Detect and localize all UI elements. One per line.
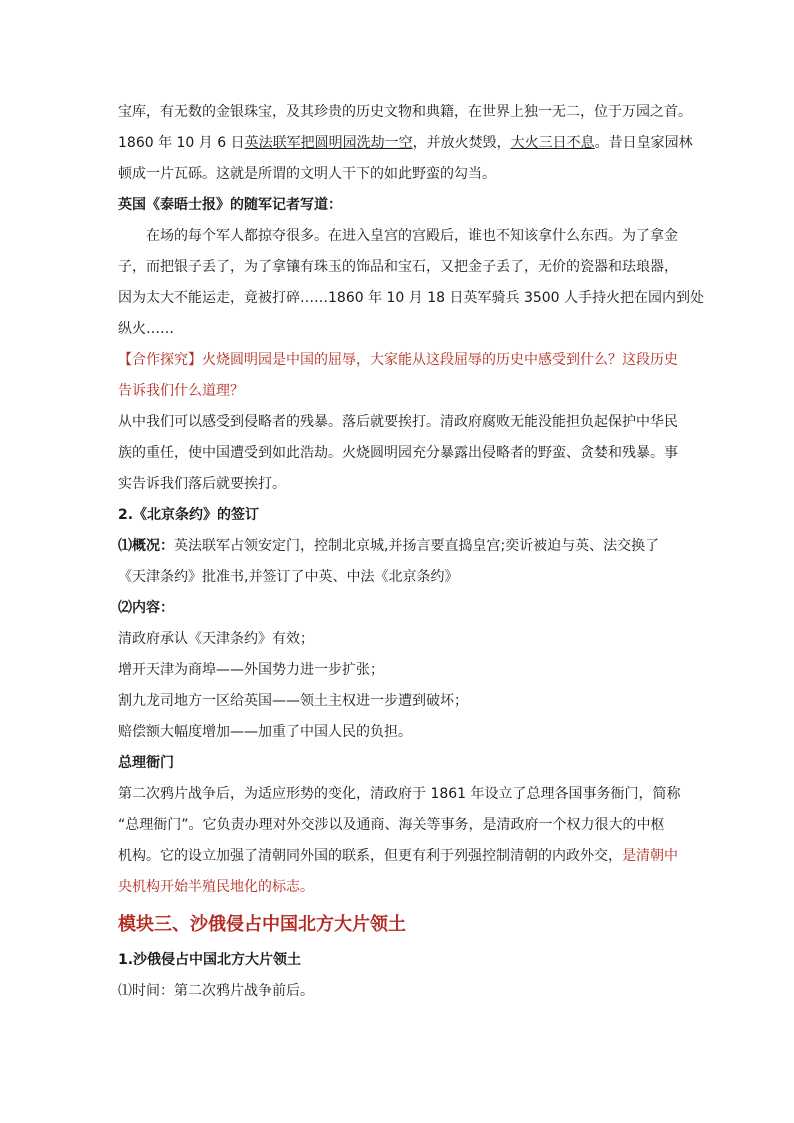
date-text: 1860 年 10 月 6 日 [118, 135, 245, 151]
paragraph-line: ⑴时间：第二次鸦片战争前后。 [118, 983, 314, 999]
section-heading: 总理衙门 [118, 755, 174, 771]
text-span: 机构。它的设立加强了清朝同外国的联系，但更有利于列强控制清朝的内政外交， [118, 848, 622, 864]
paragraph-line: 顿成一片瓦砾。这就是所谓的文明人干下的如此野蛮的勾当。 [118, 166, 496, 182]
answer-line: 实告诉我们落后就要挨打。 [118, 476, 286, 492]
paragraph-line: 宝库，有无数的金银珠宝，及其珍贵的历史文物和典籍，在世界上独一无二，位于万园之首。 [118, 104, 692, 120]
explore-question [118, 345, 690, 376]
paragraph-line [118, 128, 693, 159]
quote-line: 在场的每个军人都掠夺很多。在进入皇宫的宫殿后，谁也不知该拿什么东西。为了拿金 [146, 228, 678, 244]
text-span: ，并放火焚毁， [412, 135, 511, 151]
explore-tag: 【合作探究】 [118, 352, 202, 368]
module-title: 模块三、沙俄侵占中国北方大片领土 [118, 914, 406, 935]
label-text: ⑵内容： [118, 600, 174, 616]
label-text: ⑴概况： [118, 538, 174, 554]
highlight-text: 央机构开始半殖民地化的标志。 [118, 879, 314, 895]
highlight-text: 是清朝中 [622, 848, 678, 864]
underlined-text: 英法联军把圆明园洗劫一空 [244, 135, 413, 151]
list-item: 增开天津为商埠——外国势力进一步扩张； [118, 662, 384, 678]
underlined-text: 大火三日不息 [510, 135, 595, 151]
list-item: 赔偿额大幅度增加——加重了中国人民的负担。 [118, 724, 412, 740]
text-span: 。昔日皇家园林 [594, 135, 693, 151]
text-span: 英法联军占领安定门，控制北京城,并扬言要直捣皇宫;奕䜣被迫与英、法交换了 [174, 538, 660, 554]
quote-line: 因为太大不能运走，竟被打碎……1860 年 10 月 18 日英军骑兵 3500 人手持火把在园内到处 [118, 290, 705, 306]
answer-line: 族的重任，使中国遭受到如此浩劫。火烧圆明园充分暴露出侵略者的野蛮、贪婪和残暴。事 [118, 445, 678, 461]
question-text: 火烧圆明园是中国的屈辱，大家能从这段屈辱的历史中感受到什么？这段历史 [202, 352, 678, 368]
section-heading: 英国《泰晤士报》的随军记者写道： [118, 197, 342, 213]
paragraph-line: “总理衙门”。它负责办理对外交涉以及通商、海关等事务，是清政府一个权力很大的中枢 [118, 817, 665, 833]
section-heading: 1.沙俄侵占中国北方大片领土 [118, 952, 302, 968]
list-item: 清政府承认《天津条约》有效； [118, 631, 314, 647]
paragraph-line: 第二次鸦片战争后，为适应形势的变化，清政府于 1861 年设立了总理各国事务衙门，简称 [118, 786, 681, 802]
section-heading: 2.《北京条约》的签订 [118, 507, 260, 523]
list-item: 割九龙司地方一区给英国——领土主权进一步遭到破坏； [118, 693, 468, 709]
answer-line: 从中我们可以感受到侵略者的残暴。落后就要挨打。清政府腐败无能没能担负起保护中华民 [118, 414, 678, 430]
quote-line: 子，而把银子丢了，为了拿镶有珠玉的饰品和宝石，又把金子丢了，无价的瓷器和珐琅器， [118, 259, 678, 275]
quote-line: 纵火…… [118, 321, 174, 337]
explore-question: 告诉我们什么道理？ [118, 383, 244, 399]
paragraph-line [118, 841, 690, 872]
document-body [118, 97, 705, 1007]
paragraph-line: 《天津条约》批准书,并签订了中英、中法《北京条约》 [118, 569, 459, 585]
paragraph-line [118, 531, 690, 562]
